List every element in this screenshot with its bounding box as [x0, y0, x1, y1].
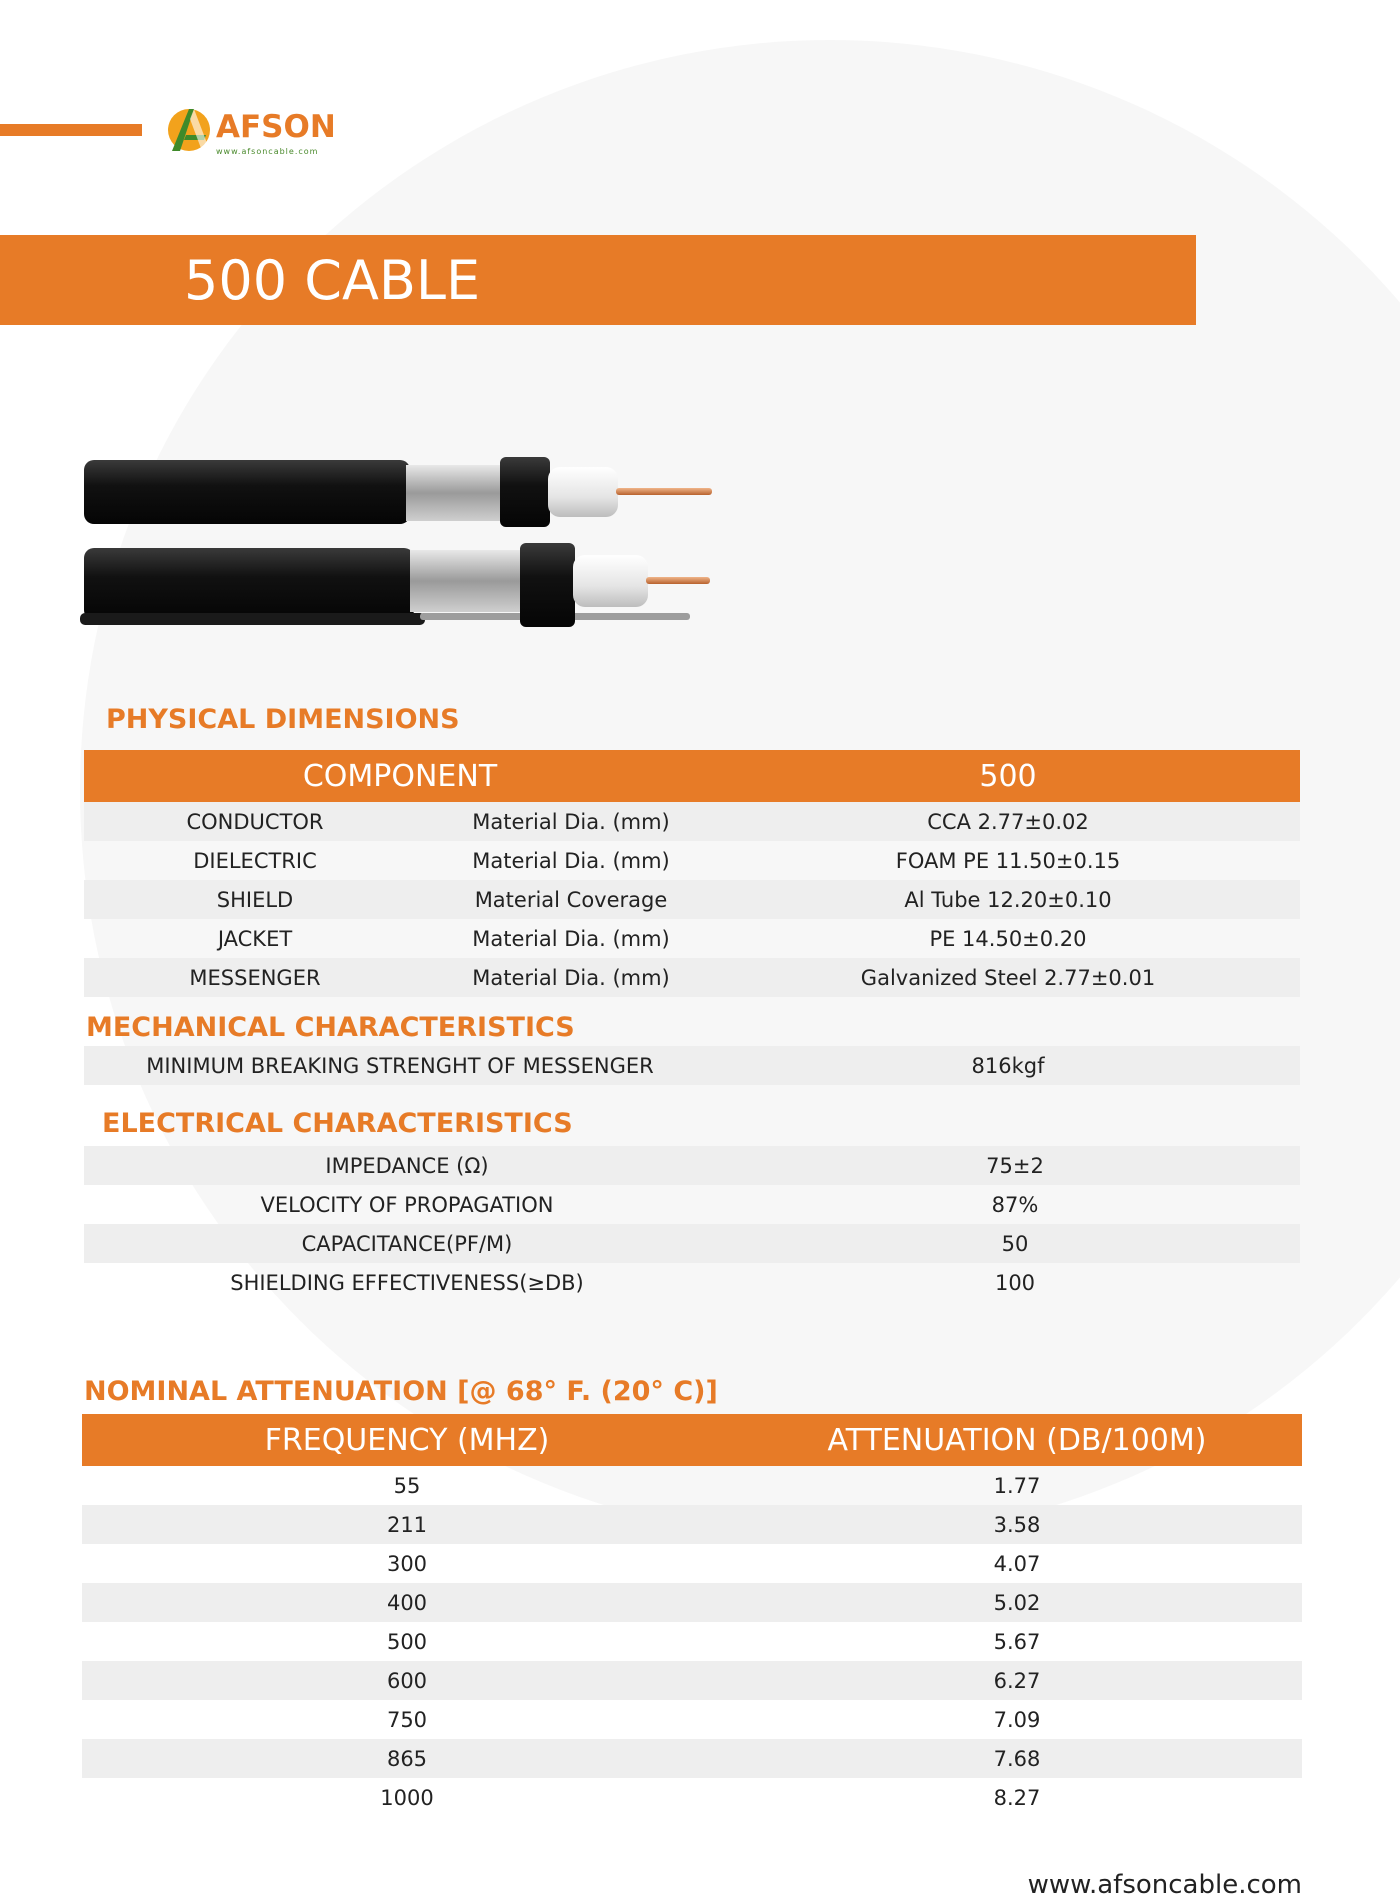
afson-logo-icon — [166, 105, 212, 155]
column-header-500: 500 — [979, 758, 1037, 794]
frequency-cell: 400 — [386, 1590, 428, 1615]
characteristic-value: 75±2 — [986, 1153, 1044, 1178]
table-row — [84, 1146, 1300, 1185]
page-title: 500 CABLE — [184, 249, 481, 312]
characteristic-value: 816kgf — [971, 1053, 1045, 1078]
frequency-cell: 750 — [386, 1707, 428, 1732]
attenuation-cell: 6.27 — [993, 1668, 1041, 1693]
characteristic-name: VELOCITY OF PROPAGATION — [260, 1192, 554, 1217]
frequency-cell: 300 — [386, 1551, 428, 1576]
attenuation-cell: 7.09 — [993, 1707, 1041, 1732]
electrical-characteristics-table — [84, 1146, 1300, 1302]
mechanical-characteristics-heading: MECHANICAL CHARACTERISTICS — [86, 1012, 575, 1043]
table-row — [82, 1661, 1302, 1700]
physical-dimensions-table — [84, 750, 1300, 997]
electrical-characteristics-heading: ELECTRICAL CHARACTERISTICS — [102, 1108, 573, 1139]
characteristic-name: MINIMUM BREAKING STRENGHT OF MESSENGER — [146, 1053, 654, 1078]
component-name: MESSENGER — [189, 965, 321, 990]
component-value: FOAM PE 11.50±0.15 — [895, 848, 1121, 873]
characteristic-value: 100 — [994, 1270, 1036, 1295]
component-spec-type: Material Coverage — [474, 887, 668, 912]
characteristic-name: SHIELDING EFFECTIVENESS(≥DB) — [230, 1270, 584, 1295]
footer-website-link[interactable]: www.afsoncable.com — [1027, 1870, 1302, 1900]
frequency-cell: 865 — [386, 1746, 428, 1771]
table-row — [84, 802, 1300, 841]
component-name: CONDUCTOR — [186, 809, 324, 834]
attenuation-cell: 7.68 — [993, 1746, 1041, 1771]
frequency-cell: 55 — [393, 1473, 421, 1498]
column-header-component: COMPONENT — [302, 758, 498, 794]
cable-photo — [80, 445, 770, 645]
top-accent-line — [0, 124, 142, 136]
attenuation-cell: 5.02 — [993, 1590, 1041, 1615]
component-spec-type: Material Dia. (mm) — [472, 926, 670, 951]
table-row — [84, 919, 1300, 958]
physical-header-row — [84, 750, 1300, 802]
component-spec-type: Material Dia. (mm) — [472, 848, 670, 873]
attenuation-cell: 8.27 — [993, 1785, 1041, 1810]
physical-dimensions-heading: PHYSICAL DIMENSIONS — [106, 704, 460, 735]
table-row — [82, 1544, 1302, 1583]
table-row — [84, 1263, 1300, 1302]
frequency-cell: 600 — [386, 1668, 428, 1693]
characteristic-value: 50 — [1001, 1231, 1029, 1256]
column-header-attenuation: ATTENUATION (DB/100M) — [827, 1422, 1207, 1458]
frequency-cell: 500 — [386, 1629, 428, 1654]
component-value: Galvanized Steel 2.77±0.01 — [860, 965, 1156, 990]
characteristic-name: CAPACITANCE(PF/M) — [301, 1231, 513, 1256]
attenuation-cell: 1.77 — [993, 1473, 1041, 1498]
column-header-frequency: FREQUENCY (MHZ) — [264, 1422, 550, 1458]
table-row — [82, 1583, 1302, 1622]
table-row — [84, 841, 1300, 880]
component-value: PE 14.50±0.20 — [929, 926, 1087, 951]
table-row — [84, 1224, 1300, 1263]
table-row — [84, 1185, 1300, 1224]
attenuation-table — [82, 1414, 1302, 1817]
table-row — [82, 1466, 1302, 1505]
component-spec-type: Material Dia. (mm) — [472, 965, 670, 990]
characteristic-value: 87% — [991, 1192, 1039, 1217]
table-row — [84, 880, 1300, 919]
attenuation-cell: 3.58 — [993, 1512, 1041, 1537]
component-value: CCA 2.77±0.02 — [927, 809, 1089, 834]
table-row — [84, 958, 1300, 997]
brand-name: AFSON — [216, 109, 336, 145]
table-row — [82, 1739, 1302, 1778]
attenuation-cell: 4.07 — [993, 1551, 1041, 1576]
component-name: DIELECTRIC — [193, 848, 317, 873]
brand-url: www.afsoncable.com — [216, 147, 319, 156]
table-row — [84, 1046, 1300, 1085]
table-row — [82, 1622, 1302, 1661]
component-value: Al Tube 12.20±0.10 — [904, 887, 1112, 912]
mechanical-characteristics-table — [84, 1046, 1300, 1085]
frequency-cell: 1000 — [380, 1785, 434, 1810]
frequency-cell: 211 — [386, 1512, 428, 1537]
table-row — [82, 1505, 1302, 1544]
component-name: JACKET — [217, 926, 293, 951]
attenuation-cell: 5.67 — [993, 1629, 1041, 1654]
brand-logo — [166, 105, 336, 160]
nominal-attenuation-heading: NOMINAL ATTENUATION [@ 68° F. (20° C)] — [84, 1376, 718, 1407]
title-bar — [0, 235, 1196, 325]
table-row — [82, 1778, 1302, 1817]
table-row — [82, 1700, 1302, 1739]
component-spec-type: Material Dia. (mm) — [472, 809, 670, 834]
component-name: SHIELD — [216, 887, 294, 912]
characteristic-name: IMPEDANCE (Ω) — [325, 1153, 489, 1178]
attenuation-header-row — [82, 1414, 1302, 1466]
